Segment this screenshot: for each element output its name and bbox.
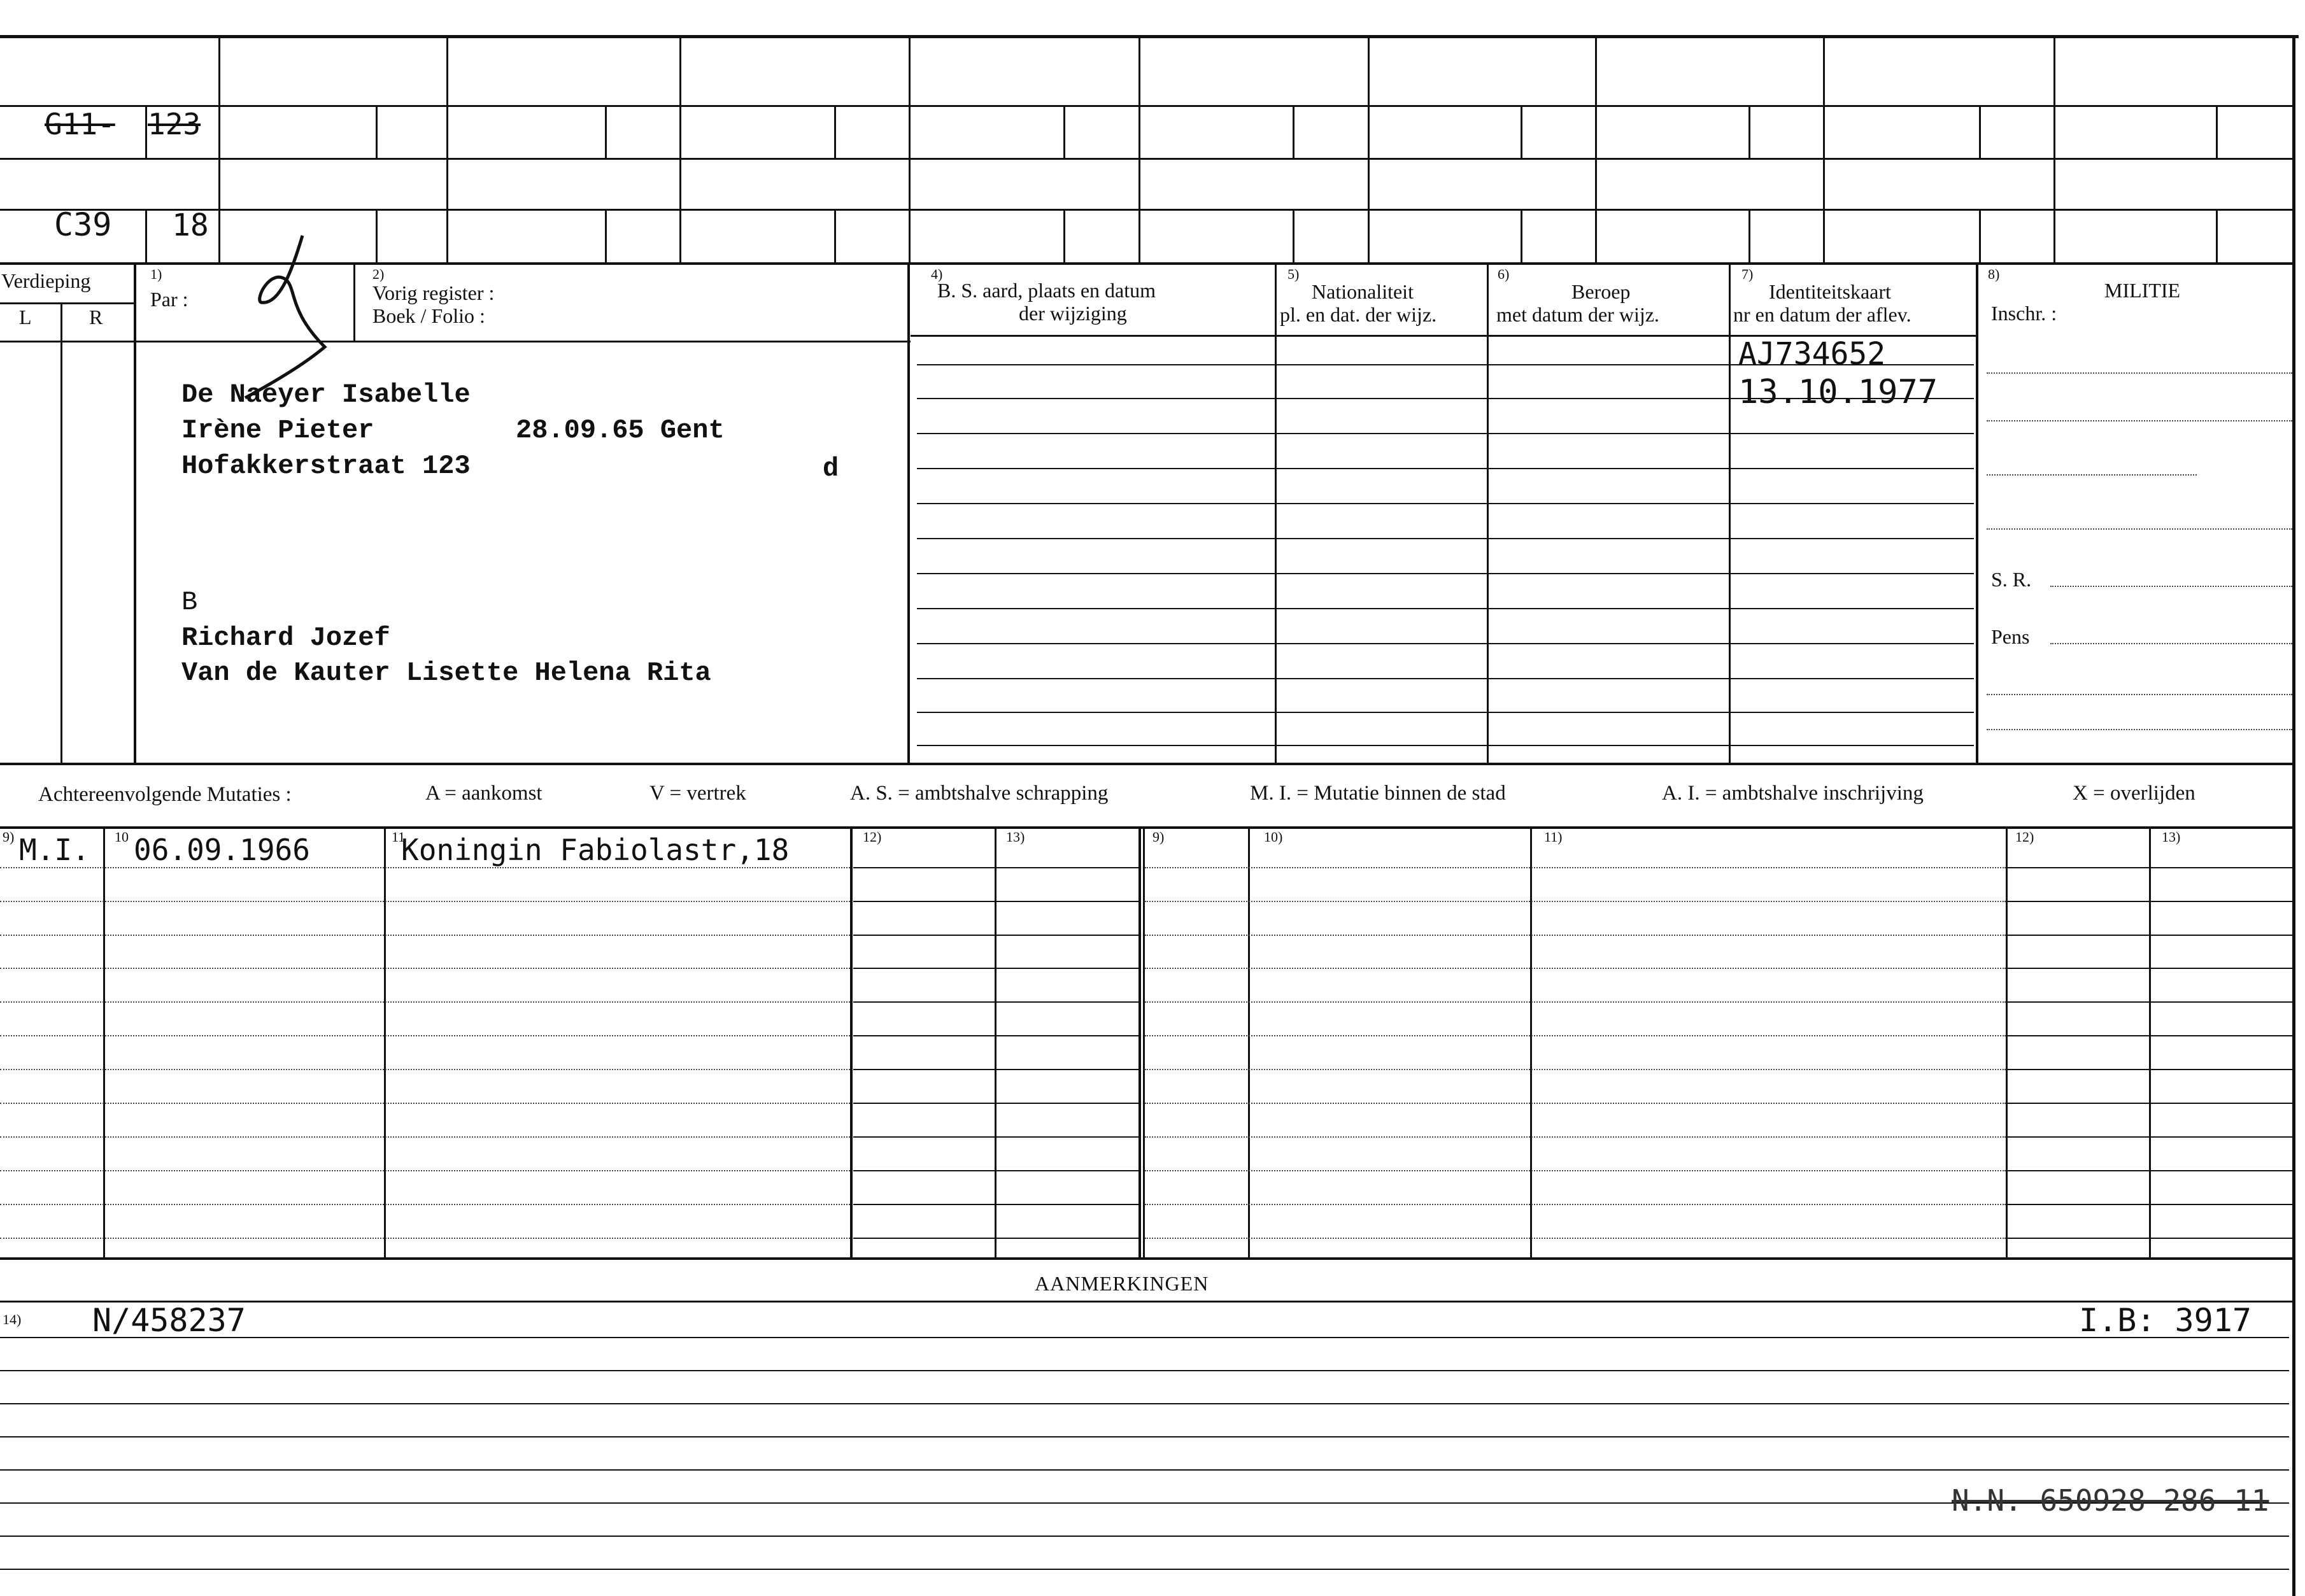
mut-num-10-left: 10 xyxy=(115,829,129,845)
mutation-address: Koningin Fabiolastr,18 xyxy=(401,833,790,867)
militie-pens-label: Pens xyxy=(1991,625,2030,648)
col-7-title-line1: Identiteitskaart xyxy=(1769,280,1891,303)
mutation-type: M.I. xyxy=(19,833,90,867)
resident-name: De Naeyer Isabelle xyxy=(181,379,471,410)
father-name: Richard Jozef xyxy=(181,623,390,653)
legend-x: X = overlijden xyxy=(2073,782,2195,805)
parents-marker: B xyxy=(181,587,198,618)
n-number: N/458237 xyxy=(92,1302,246,1339)
right-border xyxy=(2292,35,2295,1596)
resident-address: Hofakkerstraat 123 xyxy=(181,451,471,481)
top-border xyxy=(0,35,2299,38)
resident-first-names: Irène Pieter xyxy=(181,415,374,446)
legend-v: V = vertrek xyxy=(649,782,746,805)
col-5-number: 5) xyxy=(1287,266,1300,282)
identity-card-number: AJ734652 xyxy=(1738,336,1886,372)
mut-num-9-right: 9) xyxy=(1152,829,1165,845)
legend-as: A. S. = ambtshalve schrapping xyxy=(850,782,1109,805)
col-7-title-line2: nr en datum der aflev. xyxy=(1733,303,1911,326)
remarks-title: AANMERKINGEN xyxy=(1035,1272,1209,1295)
col-6-title-line1: Beroep xyxy=(1571,280,1631,303)
col-7-number: 7) xyxy=(1741,266,1754,282)
ib-number: I.B: 3917 xyxy=(2079,1302,2252,1339)
card-code-old: G11- xyxy=(45,107,115,141)
col-4-number: 4) xyxy=(931,266,943,282)
col-1-number: 1) xyxy=(150,266,162,282)
birth-date-place: 28.09.65 Gent xyxy=(516,415,725,446)
mut-num-9-left: 9) xyxy=(3,829,15,845)
card-code: C39 xyxy=(54,206,112,243)
militie-sr-label: S. R. xyxy=(1991,568,2032,591)
col-5-title-line1: Nationaliteit xyxy=(1312,280,1414,303)
militie-title: MILITIE xyxy=(2104,279,2181,302)
col-4-title-line1: B. S. aard, plaats en datum xyxy=(937,279,1156,302)
remarks-number: 14) xyxy=(3,1311,22,1327)
mother-name: Van de Kauter Lisette Helena Rita xyxy=(181,658,711,688)
legend-ai: A. I. = ambtshalve inschrijving xyxy=(1662,782,1924,805)
marker-d: d xyxy=(823,453,839,484)
mut-num-12-right: 12) xyxy=(2015,829,2034,845)
mut-num-13-left: 13) xyxy=(1006,829,1025,845)
col-8-number: 8) xyxy=(1988,266,2000,282)
militie-inschr-label: Inschr. : xyxy=(1991,302,2057,325)
col-5-title-line2: pl. en dat. der wijz. xyxy=(1280,303,1437,326)
verdieping-label: Verdieping xyxy=(1,269,91,292)
vorig-register-label: Vorig register : xyxy=(372,281,495,304)
card-number: 18 xyxy=(172,208,209,243)
legend-a: A = aankomst xyxy=(425,782,543,805)
card-number-old: 123 xyxy=(148,107,201,141)
col-6-title-line2: met datum der wijz. xyxy=(1496,303,1659,326)
mut-num-10-right: 10) xyxy=(1264,829,1283,845)
legend-mi: M. I. = Mutatie binnen de stad xyxy=(1250,782,1506,805)
col-4-title-line2: der wijziging xyxy=(1019,302,1127,325)
col-6-number: 6) xyxy=(1498,266,1510,282)
mut-num-11-left: 11 xyxy=(392,829,406,845)
nn-number: N.N. 650928 286 11 xyxy=(1952,1483,2269,1518)
par-label: Par : xyxy=(150,288,188,311)
verdieping-l: L xyxy=(19,306,32,328)
identity-card-date: 13.10.1977 xyxy=(1738,373,1938,411)
mutation-date: 06.09.1966 xyxy=(134,833,310,867)
boek-folio-label: Boek / Folio : xyxy=(372,304,485,327)
mut-num-13-right: 13) xyxy=(2162,829,2181,845)
col-2-number: 2) xyxy=(372,266,385,282)
legend-title: Achtereenvolgende Mutaties : xyxy=(38,783,292,806)
mut-num-11-right: 11) xyxy=(1544,829,1563,845)
mut-num-12-left: 12) xyxy=(863,829,882,845)
verdieping-r: R xyxy=(89,306,103,328)
